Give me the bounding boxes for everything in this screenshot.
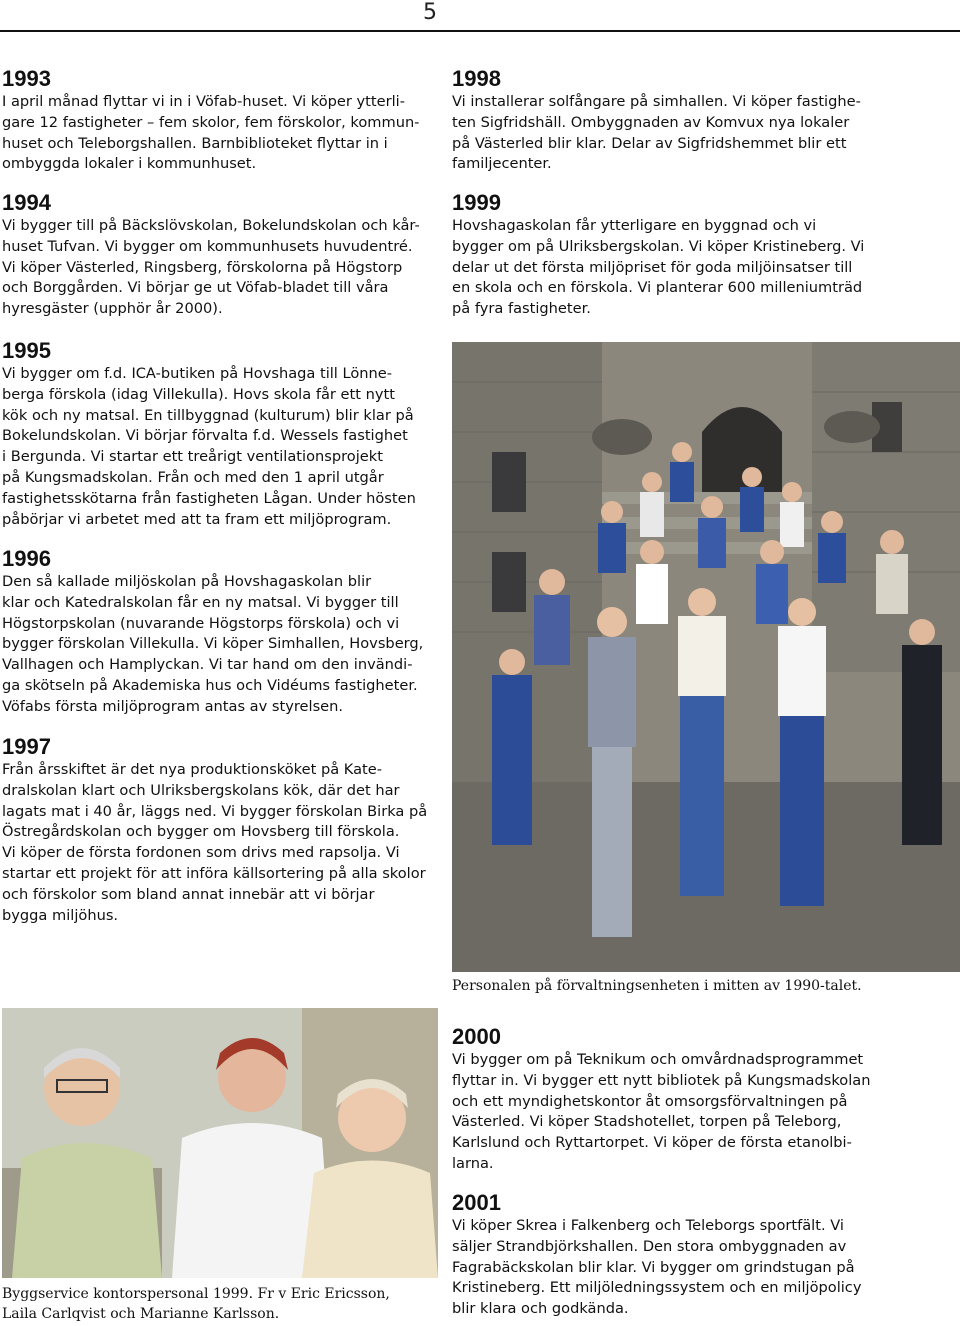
text-line: Den så kallade miljöskolan på Hovshagaskolan blir bbox=[2, 573, 372, 590]
text-line: Vi köper Skrea i Falkenberg och Teleborgs sportfält. Vi bbox=[452, 1217, 844, 1234]
section-text bbox=[452, 92, 872, 175]
text-line: säljer Strandbjörkshallen. Den stora ombyggnaden av bbox=[452, 1237, 847, 1255]
staff-photo-caption bbox=[2, 1284, 390, 1324]
text-line: Vi bygger om f.d. ICA-butiken på Hovshaga till Lönne- bbox=[2, 365, 393, 382]
text-line: lagats mat i 40 år, läggs ned. Vi bygger förskolan Birka på bbox=[2, 802, 428, 820]
text-line: blir klara och godkända. bbox=[452, 1300, 629, 1318]
text-line: gare 12 fastigheter – fem skolor, fem förskolor, kommun- bbox=[2, 113, 420, 131]
text-line: bygger förskolan Villekulla. Vi köper Simhallen, Hovsberg, bbox=[2, 635, 424, 653]
text-line: Kristineberg. Ett miljöledningssystem och en miljöpolicy bbox=[452, 1279, 862, 1297]
text-line: startar ett projekt för att införa källsortering på alla skolor bbox=[2, 864, 426, 882]
section-1993 bbox=[2, 66, 422, 175]
text-line: i Bergunda. Vi startar ett treårigt ventilationsprojekt bbox=[2, 448, 383, 466]
year-heading: 1993 bbox=[2, 66, 51, 91]
section-1998 bbox=[452, 66, 872, 175]
text-line: och Borggården. Vi börjar ge ut Vöfab-bladet till våra bbox=[2, 279, 389, 297]
text-line: delar ut det första miljöpriset för goda miljöinsatser till bbox=[452, 258, 853, 276]
text-line: familjecenter. bbox=[452, 155, 552, 173]
section-text bbox=[2, 572, 422, 718]
text-line: Vöfabs första miljöprogram antas av styrelsen. bbox=[2, 697, 344, 715]
text-line: och förskolor som bland annat innebär att vi börjar bbox=[2, 885, 375, 903]
section-2001 bbox=[452, 1190, 872, 1320]
text-line: ga skötseln på Akademiska hus och Vidéums fastigheter. bbox=[2, 676, 418, 694]
year-heading: 1998 bbox=[452, 66, 501, 91]
top-divider bbox=[0, 30, 960, 32]
text-line: Vi köper de första fordonen som drivs med rapsolja. Vi bbox=[2, 844, 400, 862]
section-text bbox=[452, 216, 872, 320]
year-heading: 1995 bbox=[2, 338, 51, 363]
text-line: ten Sigfridshäll. Ombyggnaden av Komvux nya lokaler bbox=[452, 113, 850, 131]
text-line: Vi bygger om på Teknikum och omvårdnadsprogrammet bbox=[452, 1051, 864, 1068]
section-text bbox=[452, 1216, 872, 1320]
section-1994 bbox=[2, 190, 422, 320]
year-heading: 1997 bbox=[2, 734, 51, 759]
text-line: Vi bygger till på Bäckslövskolan, Bokelundskolan och kår- bbox=[2, 217, 420, 234]
text-line: I april månad flyttar vi in i Vöfab-huset. Vi köper ytterli- bbox=[2, 93, 405, 110]
text-line: Bokelundskolan. Vi börjar förvalta f.d. Wessels fastighet bbox=[2, 427, 408, 445]
text-line: Östregårdskolan och bygger om Hovsberg till förskola. bbox=[2, 823, 400, 841]
staff-photo-illustration bbox=[2, 1008, 438, 1278]
text-line: Hovshagaskolan får ytterligare en byggnad och vi bbox=[452, 217, 817, 234]
year-heading: 1999 bbox=[452, 190, 501, 215]
text-line: bygga miljöhus. bbox=[2, 906, 119, 924]
text-line: på Västerled blir klar. Delar av Sigfridshemmet blir ett bbox=[452, 134, 847, 152]
caption-line: Laila Carlqvist och Marianne Karlsson. bbox=[2, 1306, 280, 1322]
text-line: Vi installerar solfångare på simhallen. Vi köper fastighe- bbox=[452, 93, 861, 110]
text-line: bygger om på Ulriksbergskolan. Vi köper Kristineberg. Vi bbox=[452, 237, 865, 255]
text-line: huset Tufvan. Vi bygger om kommunhusets huvudentré. bbox=[2, 237, 413, 255]
section-text bbox=[2, 92, 422, 175]
text-line: Västerled. Vi köper Stadshotellet, torpen på Teleborg, bbox=[452, 1113, 842, 1131]
year-heading: 2001 bbox=[452, 1190, 501, 1215]
section-2000 bbox=[452, 1024, 872, 1175]
section-1997 bbox=[2, 734, 428, 926]
text-line: Fagrabäckskolan blir klar. Vi bygger om grindstugan på bbox=[452, 1258, 855, 1276]
page-number: 5 bbox=[423, 0, 437, 25]
group-photo-caption: Personalen på förvaltningsenheten i mitten av 1990-talet. bbox=[452, 978, 862, 994]
text-line: Karlslund och Ryttartorpet. Vi köper de första etanolbi- bbox=[452, 1134, 852, 1152]
text-line: en skola och en förskola. Vi planterar 600 milleniumträd bbox=[452, 279, 863, 297]
text-line: ombyggda lokaler i kommunhuset. bbox=[2, 155, 257, 173]
text-line: berga förskola (idag Villekulla). Hovs skola får ett nytt bbox=[2, 385, 395, 403]
text-line: på fyra fastigheter. bbox=[452, 300, 591, 318]
text-line: huset och Teleborgshallen. Barnbiblioteket flyttar in i bbox=[2, 134, 388, 152]
text-line: Vallhagen och Hamplyckan. Vi tar hand om den invändi- bbox=[2, 656, 413, 674]
section-1995 bbox=[2, 338, 422, 530]
text-line: påbörjar vi arbetet med att ta fram ett miljöprogram. bbox=[2, 510, 392, 528]
section-text bbox=[2, 760, 428, 926]
text-line: flyttar in. Vi bygger ett nytt bibliotek på Kungsmadskolan bbox=[452, 1071, 871, 1089]
text-line: hyresgäster (upphör år 2000). bbox=[2, 300, 223, 318]
text-line: Vi köper Västerled, Ringsberg, förskolorna på Högstorp bbox=[2, 258, 403, 276]
text-line: Högstorpskolan (nuvarande Högstorps förskola) och vi bbox=[2, 614, 400, 632]
text-line: fastighetsskötarna från fastigheten Lågan. Under hösten bbox=[2, 489, 416, 507]
staff-photo bbox=[2, 1008, 438, 1278]
group-photo bbox=[452, 342, 960, 972]
text-line: Från årsskiftet är det nya produktionsköket på Kate- bbox=[2, 761, 383, 778]
section-1999 bbox=[452, 190, 872, 320]
year-heading: 1994 bbox=[2, 190, 51, 215]
text-line: på Kungsmadskolan. Från och med den 1 april utgår bbox=[2, 468, 384, 486]
section-text bbox=[2, 364, 422, 530]
caption-line: Byggservice kontorspersonal 1999. Fr v Eric Ericsson, bbox=[2, 1286, 390, 1302]
year-heading: 2000 bbox=[452, 1024, 501, 1049]
text-line: klar och Katedralskolan får en ny matsal. Vi bygger till bbox=[2, 593, 399, 611]
section-text bbox=[452, 1050, 872, 1175]
group-photo-illustration bbox=[452, 342, 960, 972]
text-line: och ett myndighetskontor åt omsorgsförvaltningen på bbox=[452, 1092, 848, 1110]
text-line: larna. bbox=[452, 1154, 494, 1172]
text-line: kök och ny matsal. En tillbyggnad (kulturum) blir klar på bbox=[2, 406, 414, 424]
section-text bbox=[2, 216, 422, 320]
text-line: dralskolan klart och Ulriksbergskolans kök, där det har bbox=[2, 781, 400, 799]
year-heading: 1996 bbox=[2, 546, 51, 571]
section-1996 bbox=[2, 546, 422, 718]
